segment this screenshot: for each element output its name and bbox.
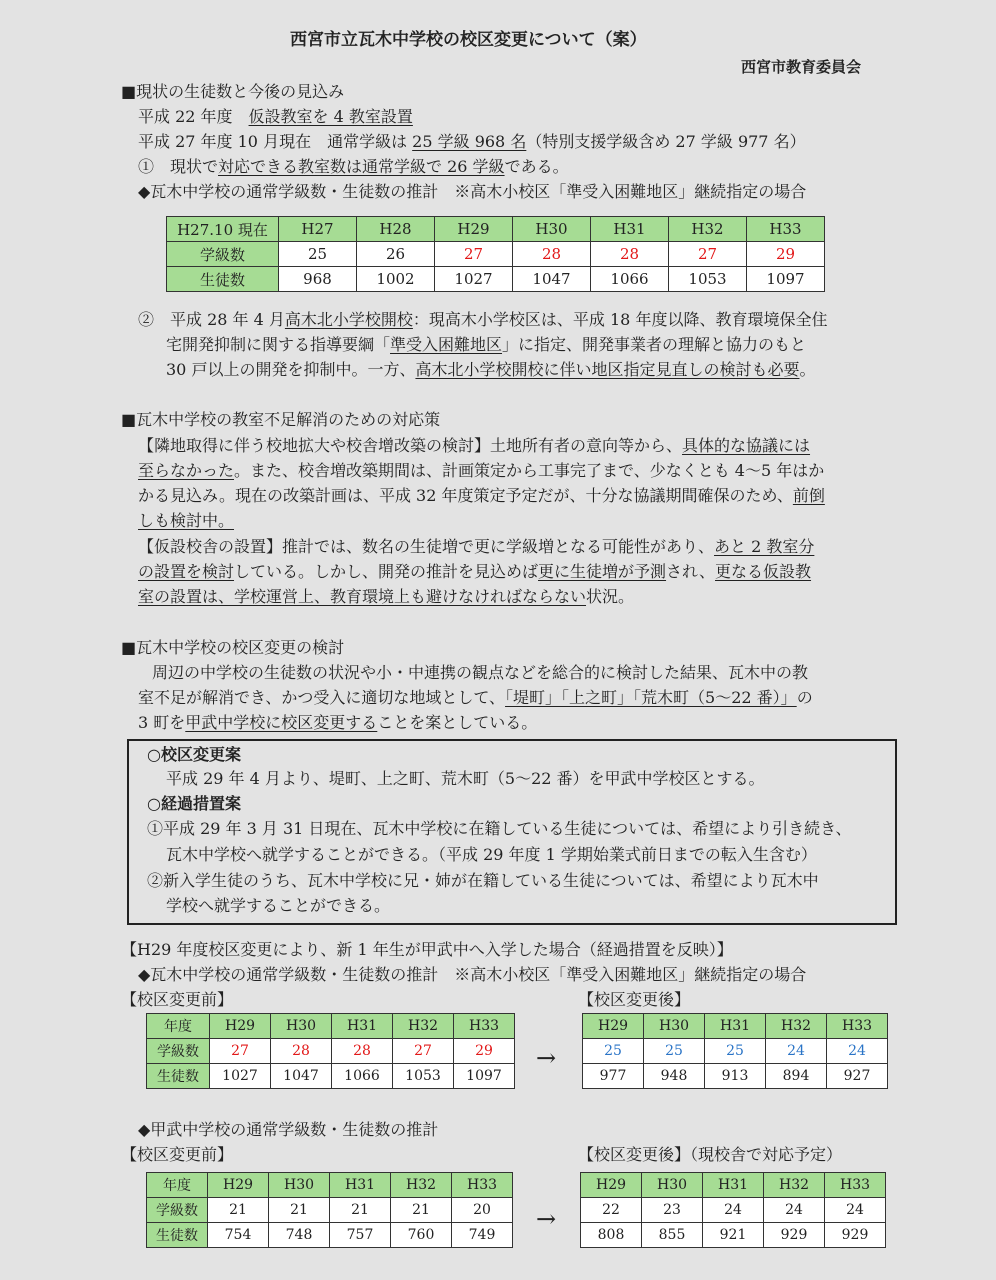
s2-line7: 室の設置は、学校運営上、教育環境上も避けなければならない状況。 bbox=[138, 587, 635, 606]
s3-line3: 3 町を甲武中学校に校区変更することを案としている。 bbox=[138, 713, 538, 732]
table-cell: 894 bbox=[766, 1064, 827, 1089]
table-header-cell: H33 bbox=[452, 1173, 513, 1198]
table-header-cell: H32 bbox=[391, 1173, 452, 1198]
table-cell: 21 bbox=[269, 1198, 330, 1223]
table-cell: 1027 bbox=[210, 1064, 271, 1089]
table-cell: 25 bbox=[583, 1039, 644, 1064]
table-header-cell: H31 bbox=[330, 1173, 391, 1198]
table-cell: 24 bbox=[766, 1039, 827, 1064]
table-header-cell: H31 bbox=[332, 1014, 393, 1039]
table-header-cell: H31 bbox=[591, 217, 669, 242]
table-cell: 24 bbox=[764, 1198, 825, 1223]
table-cell: 929 bbox=[764, 1223, 825, 1248]
table-cell: 24 bbox=[827, 1039, 888, 1064]
table-cell: 921 bbox=[703, 1223, 764, 1248]
table-cell: 927 bbox=[827, 1064, 888, 1089]
table-header-row bbox=[167, 217, 825, 242]
table-header-cell: H33 bbox=[825, 1173, 886, 1198]
table-header-cell: 年度 bbox=[147, 1173, 208, 1198]
s1-para2-line2: 宅開発抑制に関する指導要綱「準受入困難地区」に指定、開発事業者の理解と協力のもと bbox=[166, 335, 807, 354]
table-cell: 21 bbox=[391, 1198, 452, 1223]
kawaragi-before-table bbox=[146, 1013, 515, 1089]
table-cell: 25 bbox=[279, 242, 357, 267]
table-row bbox=[147, 1039, 515, 1064]
table-cell: 977 bbox=[583, 1064, 644, 1089]
table-row bbox=[167, 267, 825, 292]
table-cell: 28 bbox=[332, 1039, 393, 1064]
table-header-cell: H30 bbox=[642, 1173, 703, 1198]
table-cell: 948 bbox=[644, 1064, 705, 1089]
table-cell: 913 bbox=[705, 1064, 766, 1089]
table-cell: 21 bbox=[208, 1198, 269, 1223]
table-row bbox=[583, 1064, 888, 1089]
s1-para2-line1: ② 平成 28 年 4 月高木北小学校開校：現高木小学校区は、平成 18 年度以降、教育環境保全住 bbox=[138, 310, 828, 329]
s1-line3: ① 現状で対応できる教室数は通常学級で 26 学級である。 bbox=[138, 157, 569, 176]
table-cell: 27 bbox=[210, 1039, 271, 1064]
table-row bbox=[581, 1198, 886, 1223]
org-name: 西宮市教育委員会 bbox=[741, 58, 862, 76]
row-label: 生徒数 bbox=[147, 1223, 208, 1248]
row-label: 学級数 bbox=[147, 1039, 210, 1064]
table-cell: 29 bbox=[454, 1039, 515, 1064]
table-cell: 23 bbox=[642, 1198, 703, 1223]
kawaragi-after-label: 【校区変更後】 bbox=[578, 990, 691, 1009]
table-header-cell: H27.10 現在 bbox=[167, 217, 279, 242]
table-cell: 27 bbox=[669, 242, 747, 267]
table-header-cell: H32 bbox=[764, 1173, 825, 1198]
table-header-cell: H28 bbox=[357, 217, 435, 242]
row-label: 生徒数 bbox=[167, 267, 279, 292]
table-cell: 808 bbox=[581, 1223, 642, 1248]
table-cell: 27 bbox=[435, 242, 513, 267]
table-cell: 25 bbox=[644, 1039, 705, 1064]
table-cell: 1027 bbox=[435, 267, 513, 292]
table-header-cell: H33 bbox=[747, 217, 825, 242]
table-cell: 929 bbox=[825, 1223, 886, 1248]
table-cell: 1047 bbox=[271, 1064, 332, 1089]
table-header-cell: H31 bbox=[705, 1014, 766, 1039]
table-cell: 20 bbox=[452, 1198, 513, 1223]
right-arrow-icon: → bbox=[536, 1205, 557, 1233]
table-cell: 26 bbox=[357, 242, 435, 267]
table-cell: 1053 bbox=[669, 267, 747, 292]
s1-line4: ◆瓦木中学校の通常学級数・生徒数の推計 ※高木小校区「準受入困難地区」継続指定の場合 bbox=[138, 182, 807, 201]
table-cell: 28 bbox=[271, 1039, 332, 1064]
table-header-row bbox=[581, 1173, 886, 1198]
s2-line5: 【仮設校舎の設置】推計では、数名の生徒増で更に学級増となる可能性があり、あと 2 教室分 bbox=[138, 537, 815, 556]
koubu-after-table bbox=[580, 1172, 886, 1248]
table-row bbox=[581, 1223, 886, 1248]
table-header-cell: H33 bbox=[454, 1014, 515, 1039]
table-row bbox=[167, 242, 825, 267]
table-cell: 1047 bbox=[513, 267, 591, 292]
table-cell: 25 bbox=[705, 1039, 766, 1064]
table-header-cell: H29 bbox=[208, 1173, 269, 1198]
table-cell: 968 bbox=[279, 267, 357, 292]
table-cell: 855 bbox=[642, 1223, 703, 1248]
table-header-cell: H29 bbox=[210, 1014, 271, 1039]
table-header-cell: H30 bbox=[271, 1014, 332, 1039]
table-header-cell: H29 bbox=[583, 1014, 644, 1039]
table-cell: 1066 bbox=[591, 267, 669, 292]
table-header-cell: H30 bbox=[269, 1173, 330, 1198]
s3-line2: 室不足が解消でき、かつ受入に適切な地域として、「堤町」「上之町」「荒木町（5～22 番）」の bbox=[138, 688, 813, 707]
box-heading-transition: ○経過措置案 bbox=[147, 794, 241, 813]
table-cell: 1097 bbox=[747, 267, 825, 292]
table-header-row bbox=[147, 1173, 513, 1198]
box-text3: 瓦木中学校へ就学することができる。（平成 29 年度 1 学期始業式前日までの転入生含む） bbox=[166, 845, 817, 864]
table-header-cell: H32 bbox=[393, 1014, 454, 1039]
table-cell: 24 bbox=[703, 1198, 764, 1223]
koubu-before-label: 【校区変更前】 bbox=[121, 1145, 234, 1164]
table-cell: 760 bbox=[391, 1223, 452, 1248]
kawaragi-projection-table bbox=[166, 216, 825, 292]
table-row bbox=[583, 1039, 888, 1064]
table-cell: 749 bbox=[452, 1223, 513, 1248]
section3-heading: ■瓦木中学校の校区変更の検討 bbox=[121, 638, 345, 657]
table-header-cell: H32 bbox=[766, 1014, 827, 1039]
section2-heading: ■瓦木中学校の教室不足解消のための対応策 bbox=[121, 410, 441, 429]
s2-line3: かる見込み。現在の改築計画は、平成 32 年度策定予定だが、十分な協議期間確保のため、前倒 bbox=[138, 486, 825, 505]
s2-line1: 【隣地取得に伴う校地拡大や校舎增改築の検討】土地所有者の意向等から、具体的な協議には bbox=[138, 436, 811, 455]
table-cell: 24 bbox=[825, 1198, 886, 1223]
table-header-row bbox=[583, 1014, 888, 1039]
kawaragi-before-label: 【校区変更前】 bbox=[121, 990, 234, 1009]
s3-line1: 周辺の中学校の生徒数の状況や小・中連携の観点などを総合的に検討した結果、瓦木中の教 bbox=[152, 663, 809, 682]
box-text1: 平成 29 年 4 月より、堤町、上之町、荒木町（5～22 番）を甲武中学校区とする。 bbox=[166, 769, 765, 788]
table-header-cell: H32 bbox=[669, 217, 747, 242]
box-heading-change: ○校区変更案 bbox=[147, 745, 241, 764]
s2-line4: しも検討中。 bbox=[138, 511, 235, 530]
table-row bbox=[147, 1198, 513, 1223]
box-text2: ①平成 29 年 3 月 31 日現在、瓦木中学校に在籍している生徒については、希望により引き続き、 bbox=[147, 819, 852, 838]
table-cell: 27 bbox=[393, 1039, 454, 1064]
row-label: 学級数 bbox=[147, 1198, 208, 1223]
kawaragi-after-table bbox=[582, 1013, 888, 1089]
koubu-after-label: 【校区変更後】（現校舎で対応予定） bbox=[578, 1145, 843, 1164]
table-header-cell: H30 bbox=[644, 1014, 705, 1039]
table-cell: 757 bbox=[330, 1223, 391, 1248]
table-header-cell: 年度 bbox=[147, 1014, 210, 1039]
right-arrow-icon: → bbox=[536, 1044, 557, 1072]
table-cell: 1066 bbox=[332, 1064, 393, 1089]
table-header-row bbox=[147, 1014, 515, 1039]
section4-heading: 【H29 年度校区変更により、新 1 年生が甲武中へ入学した場合（経過措置を反映）】 bbox=[121, 940, 733, 959]
table-header-cell: H29 bbox=[581, 1173, 642, 1198]
table-cell: 21 bbox=[330, 1198, 391, 1223]
s1-line1: 平成 22 年度 仮設教室を 4 教室設置 bbox=[138, 107, 413, 126]
table-header-cell: H33 bbox=[827, 1014, 888, 1039]
table-cell: 748 bbox=[269, 1223, 330, 1248]
table-cell: 1053 bbox=[393, 1064, 454, 1089]
box-text5: 学校へ就学することができる。 bbox=[166, 896, 391, 915]
s1-para2-line3: 30 戸以上の開発を抑制中。一方、高木北小学校開校に伴い地区指定見直しの検討も必要。 bbox=[166, 360, 816, 379]
table-row bbox=[147, 1223, 513, 1248]
s4-sub1: ◆瓦木中学校の通常学級数・生徒数の推計 ※高木小校区「準受入困難地区」継続指定の場合 bbox=[138, 965, 807, 984]
row-label: 学級数 bbox=[167, 242, 279, 267]
table-cell: 22 bbox=[581, 1198, 642, 1223]
table-cell: 28 bbox=[513, 242, 591, 267]
s4-sub2: ◆甲武中学校の通常学級数・生徒数の推計 bbox=[138, 1120, 439, 1139]
s1-line2: 平成 27 年度 10 月現在 通常学級は 25 学級 968 名（特別支援学級含め 27 学級 977 名） bbox=[138, 132, 806, 151]
table-row bbox=[147, 1064, 515, 1089]
table-header-cell: H31 bbox=[703, 1173, 764, 1198]
page-title: 西宮市立瓦木中学校の校区変更について（案） bbox=[290, 30, 647, 50]
table-header-cell: H30 bbox=[513, 217, 591, 242]
table-header-cell: H27 bbox=[279, 217, 357, 242]
table-cell: 1097 bbox=[454, 1064, 515, 1089]
table-cell: 754 bbox=[208, 1223, 269, 1248]
table-cell: 28 bbox=[591, 242, 669, 267]
table-cell: 29 bbox=[747, 242, 825, 267]
s2-line6: の設置を検討している。しかし、開発の推計を見込めば更に生徒増が予測され、更なる仮設教 bbox=[138, 562, 812, 581]
table-cell: 1002 bbox=[357, 267, 435, 292]
row-label: 生徒数 bbox=[147, 1064, 210, 1089]
table-header-cell: H29 bbox=[435, 217, 513, 242]
koubu-before-table bbox=[146, 1172, 513, 1248]
box-text4: ②新入学生徒のうち、瓦木中学校に兄・姉が在籍している生徒については、希望により瓦木中 bbox=[147, 871, 819, 890]
section1-heading: ■現状の生徒数と今後の見込み bbox=[121, 82, 345, 101]
s2-line2: 至らなかった。また、校舎増改築期間は、計画策定から工事完了まで、少なくとも 4～5 年はか bbox=[138, 461, 825, 480]
